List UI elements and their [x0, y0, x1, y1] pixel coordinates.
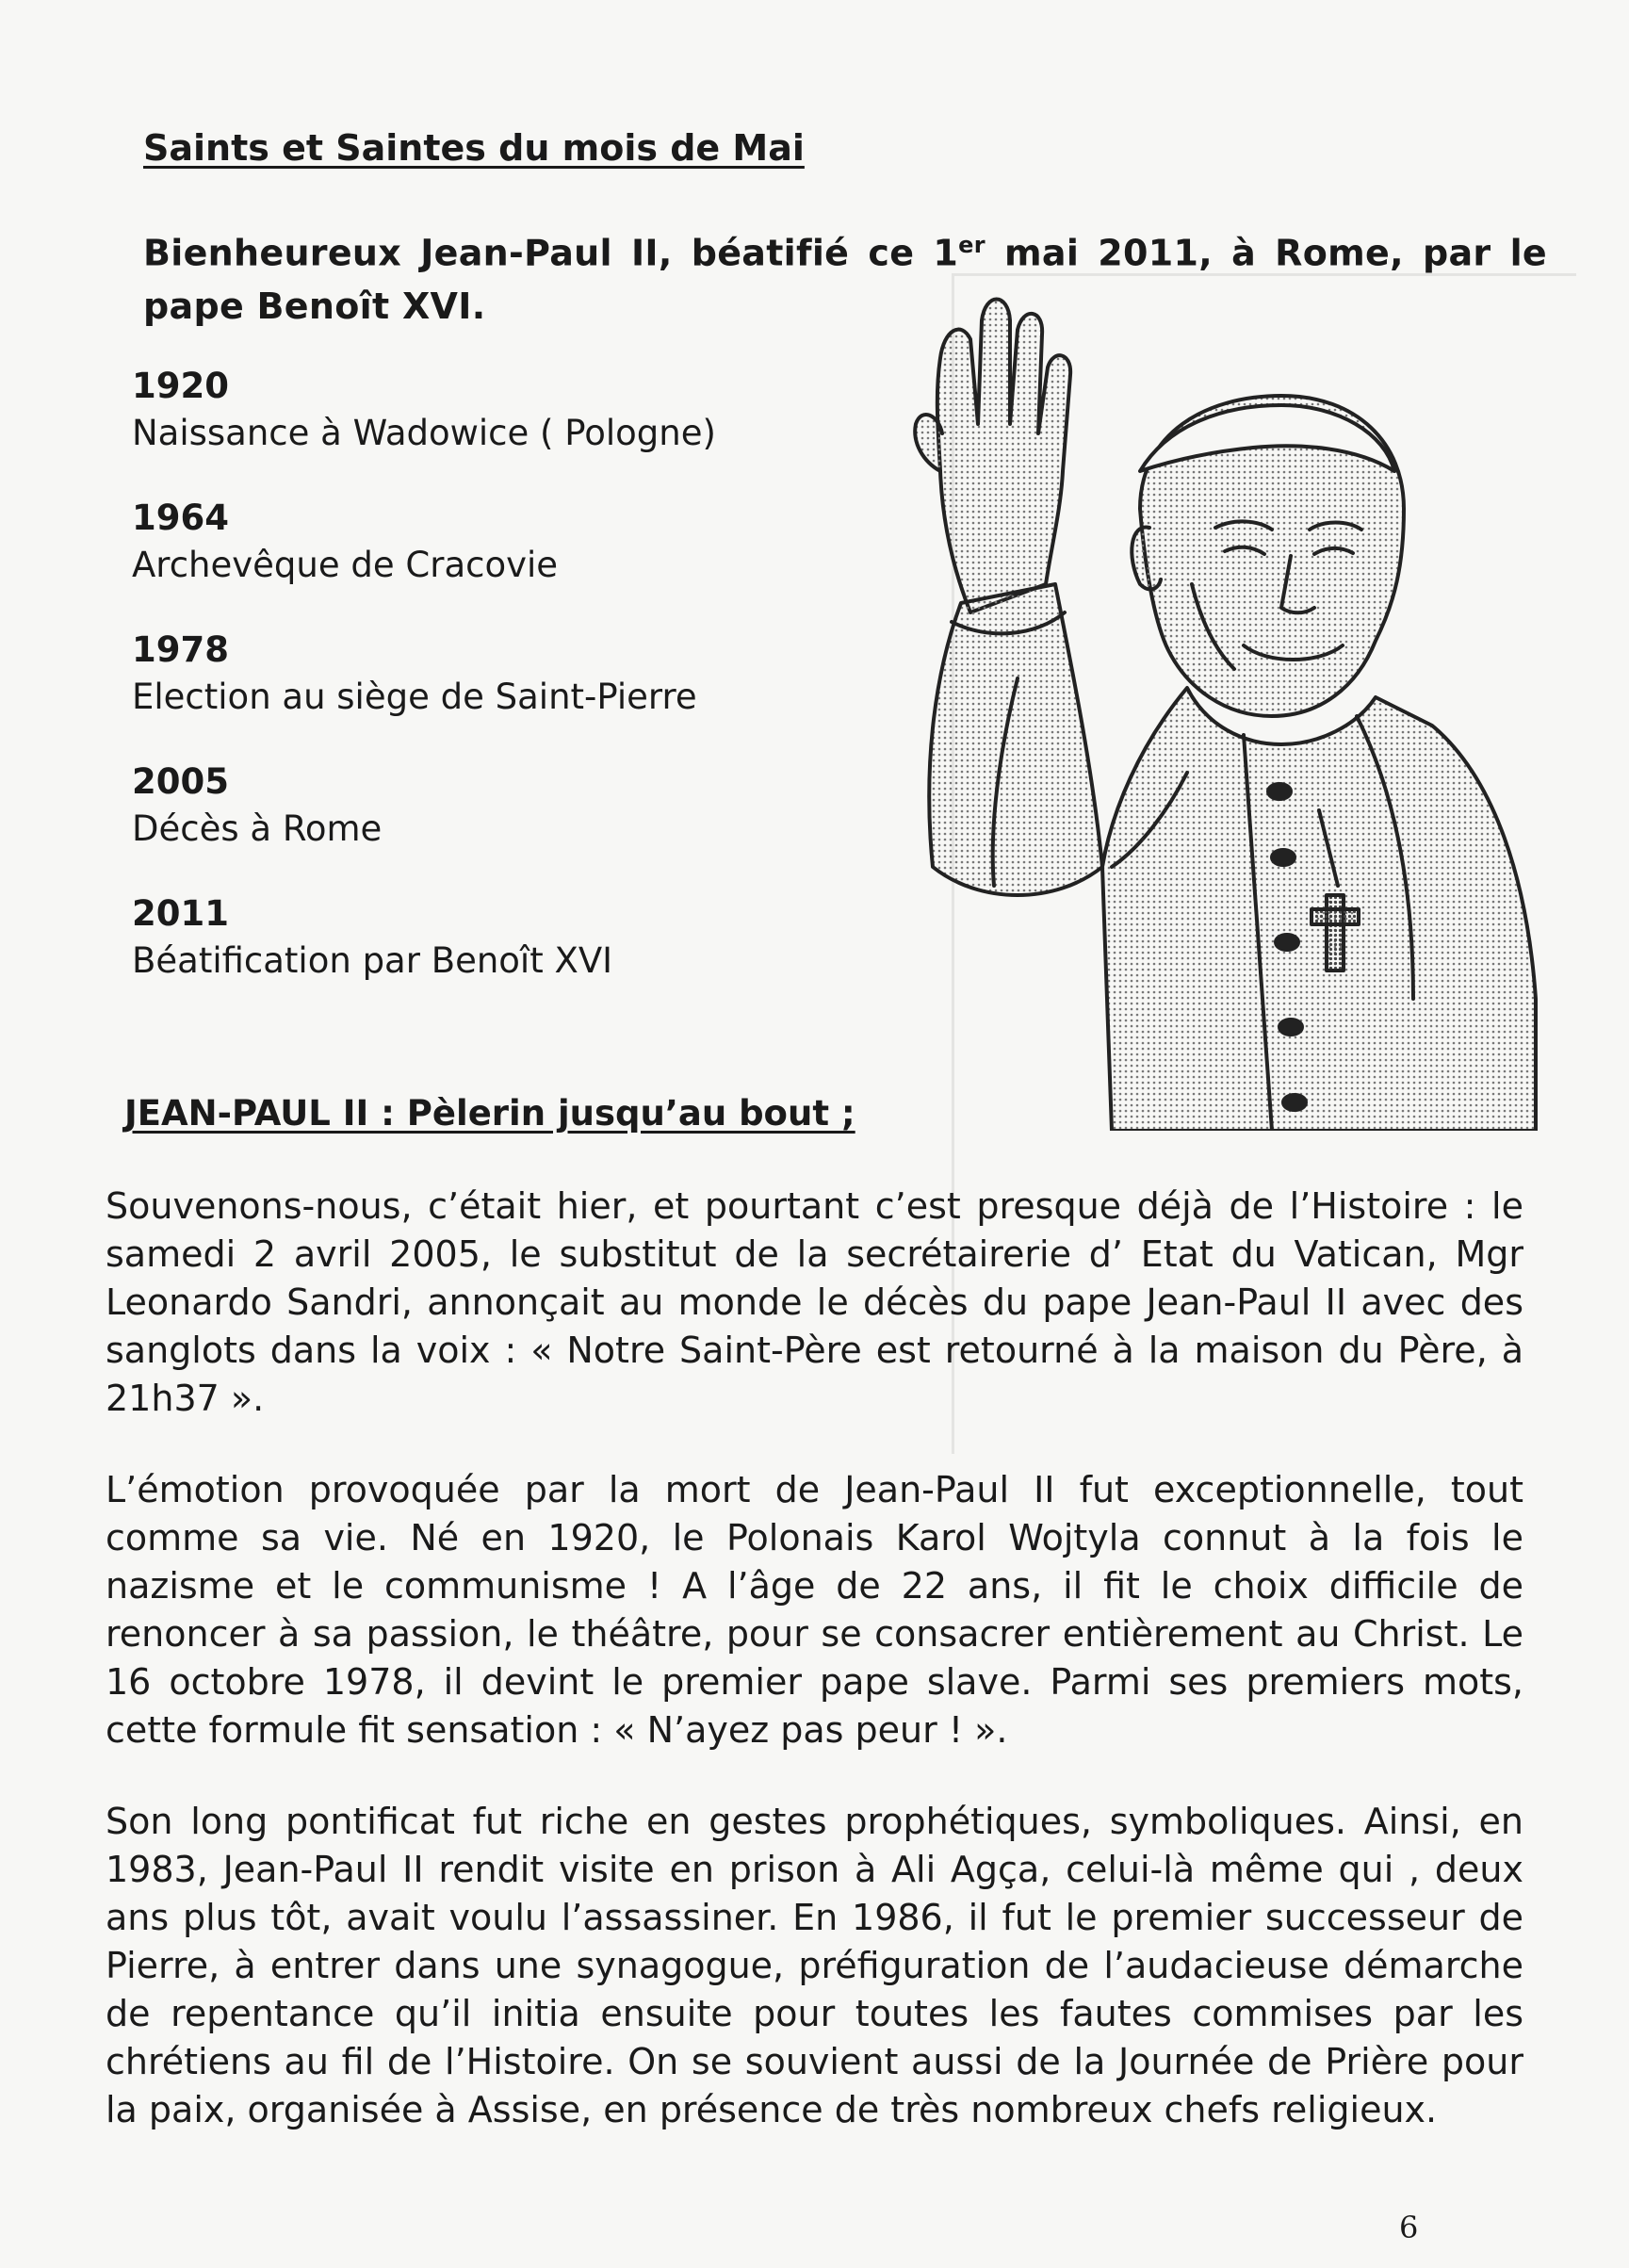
timeline-year: 1978 [132, 629, 229, 670]
timeline-event: Béatification par Benoît XVI [132, 940, 613, 981]
pope-portrait-illustration [829, 283, 1545, 1131]
intro-text: Bienheureux Jean-Paul II, béatifié ce 1 [143, 232, 959, 274]
page-number: 6 [1399, 2210, 1419, 2245]
paragraph: L’émotion provoquée par la mort de Jean-Paul II fut exceptionnelle, tout comme sa vie. Né en 1920, le Polonais Karol Wojtyla connut à la fois le nazisme et le communisme ! A l’âge de 22 ans, il fit le choix difficile de renoncer à sa passion, le théâtre, pour se consacrer entièrement au Christ. Le 16 octobre 1978, il devint le premier pape slave. Parmi ses premiers mots, cette formule fit sensation : « N’ayez pas peur ! ». [106, 1469, 1523, 1751]
timeline-year: 1964 [132, 498, 229, 538]
timeline-year: 2005 [132, 761, 229, 802]
timeline-event: Décès à Rome [132, 808, 383, 849]
section-title: Saints et Saintes du mois de Mai [143, 127, 805, 169]
article-body [106, 1183, 1523, 2178]
timeline-event: Election au siège de Saint-Pierre [132, 677, 697, 717]
timeline-item [132, 759, 886, 853]
paragraph: Souvenons-nous, c’était hier, et pourtant c’est presque déjà de l’Histoire : le samedi 2 avril 2005, le substitut de la secrétairerie d’ Etat du Vatican, Mgr Leonardo Sandri, annonçait au monde le décès du pape Jean-Paul II avec des sanglots dans la voix : « Notre Saint-Père est retourné à la maison du Père, à 21h37 ». [106, 1185, 1523, 1419]
article-subtitle: JEAN-PAUL II : Pèlerin jusqu’au bout ; [124, 1093, 855, 1134]
timeline-item [132, 363, 886, 457]
intro-superscript: er [958, 232, 986, 258]
timeline-year: 2011 [132, 893, 229, 934]
timeline-item [132, 495, 886, 589]
timeline [132, 363, 886, 1022]
timeline-event: Naissance à Wadowice ( Pologne) [132, 413, 716, 453]
paragraph: Son long pontificat fut riche en gestes prophétiques, symboliques. Ainsi, en 1983, Jean-Paul II rendit visite en prison à Ali Agça, celui-là même qui , deux ans plus tôt, avait voulu l’assassiner. En 1986, il fut le premier successeur de Pierre, à entrer dans une synagogue, préfiguration de l’audacieuse démarche de repentance qu’il initia ensuite pour toutes les fautes commises par les chrétiens au fil de l’Histoire. On se souvient aussi de la Journée de Prière pour la paix, organisée à Assise, en présence de très nombreux chefs religieux. [106, 1801, 1523, 2130]
timeline-item [132, 627, 886, 721]
timeline-item [132, 890, 886, 985]
timeline-event: Archevêque de Cracovie [132, 545, 559, 585]
intro-text-end: mai 2011, à Rome, par le pape Benoît XVI. [143, 232, 1547, 327]
timeline-year: 1920 [132, 366, 229, 406]
